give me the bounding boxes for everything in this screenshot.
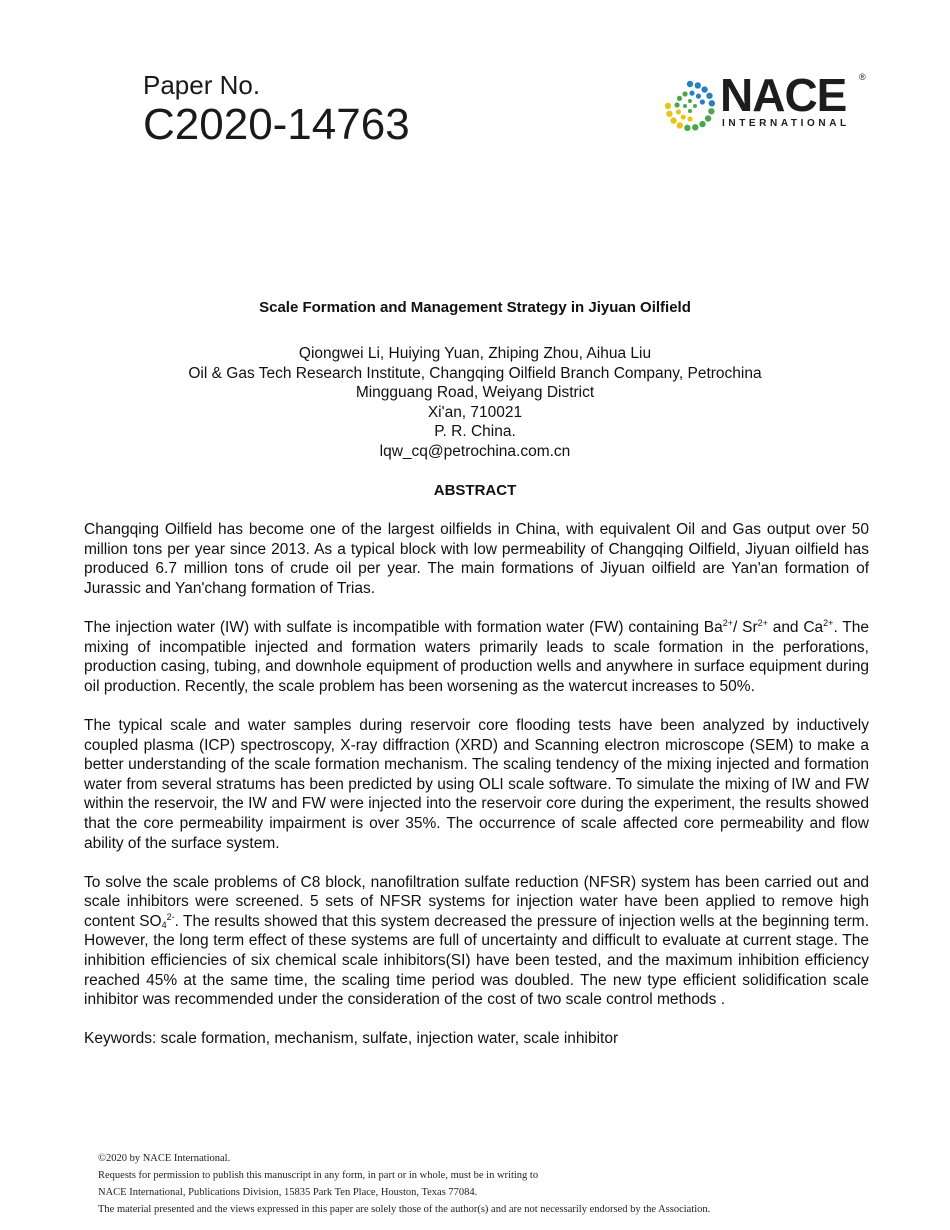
registered-mark: ® — [859, 72, 866, 82]
logo-dot — [699, 121, 705, 127]
logo-dot — [682, 91, 687, 96]
abstract-paragraph-1: Changqing Oilfield has become one of the largest oilfields in China, with equivalent Oil and Gas output over 50 million tons per year since 2013. As a typical block with low permeability of Changqing Oilfield, Jiyuan oilfield has produced 6.7 million tons of crude oil per year. The main formations of Jiyuan oilfield are Yan'an formation of Jurassic and Yan'chang formation of Trias. — [84, 521, 869, 597]
logo-dot — [684, 125, 690, 131]
logo-dot — [700, 99, 705, 104]
logo-dot — [670, 117, 676, 123]
logo-dot — [695, 82, 701, 88]
logo-dot — [674, 102, 679, 107]
logo-dot — [666, 111, 672, 117]
footer-line-1: Requests for permission to publish this manuscript in any form, in part or in whole, must be in writing to — [98, 1170, 539, 1181]
author-email[interactable]: lqw_cq@petrochina.com.cn — [379, 442, 571, 460]
abstract-heading: ABSTRACT — [433, 482, 517, 499]
logo-dot — [708, 108, 714, 114]
logo-dot — [701, 86, 707, 92]
author-affiliation: Oil & Gas Tech Research Institute, Changqing Oilfield Branch Company, Petrochina — [188, 364, 762, 382]
author-block — [0, 344, 950, 462]
footer-line-2: NACE International, Publications Division, 15835 Park Ten Place, Houston, Texas 77084. — [98, 1187, 478, 1198]
copyright-line: ©2020 by NACE International. — [98, 1153, 231, 1164]
paper-number: C2020-14763 — [143, 100, 410, 149]
author-address-street: Mingguang Road, Weiyang District — [355, 384, 595, 402]
logo-dot — [687, 116, 692, 121]
logo-dot — [689, 91, 694, 96]
logo-dot — [705, 115, 711, 121]
author-country: P. R. China. — [434, 423, 516, 441]
logo-dot — [692, 124, 698, 130]
nace-logo-mark-icon — [662, 78, 718, 134]
abstract-body — [84, 520, 869, 1069]
logo-dot — [677, 122, 683, 128]
logo-dot — [688, 99, 692, 103]
abstract-paragraph-4: To solve the scale problems of C8 block, nanofiltration sulfate reduction (NFSR) system has been carried out and scale inhibitors were screened. 5 sets of NFSR systems for injection water have been applied to remove high content $SO_4^{2-}$. The results showed that this system decreased the pressure of injection wells at the beginning term. However, the long term effect of these systems are full of uncertainty and difficult to evaluate at current stage. The inhibition efficiencies of six chemical scale inhibitors(SI) have been tested, and the maximum inhibition efficiency reached 45% at the same time, the scaling time period was doubled. The new type efficient solidification scale inhibitor was recommended under the consideration of the cost of two scale control methods . — [84, 873, 869, 1009]
logo-dot — [683, 104, 687, 108]
footer-line-3: The material presented and the views expressed in this paper are solely those of the author(s) and are not necessarily endorsed by the Association. — [98, 1204, 711, 1215]
logo-dot — [687, 81, 693, 87]
logo-dot — [693, 104, 697, 108]
keywords: Keywords: scale formation, mechanism, sulfate, injection water, scale inhibitor — [84, 1030, 619, 1048]
copyright-footer — [98, 1150, 878, 1218]
logo-wordmark: NACE — [720, 69, 847, 121]
logo-dot — [665, 103, 671, 109]
author-address-city: Xi'an, 710021 — [427, 403, 523, 421]
logo-dot — [681, 114, 686, 119]
paper-title: Scale Formation and Management Strategy in Jiyuan Oilfield — [259, 299, 691, 316]
logo-dot — [677, 96, 682, 101]
author-names: Qiongwei Li, Huiying Yuan, Zhiping Zhou, Aihua Liu — [298, 345, 652, 362]
logo-dot — [709, 100, 715, 106]
logo-dot — [706, 93, 712, 99]
logo-dot — [676, 109, 681, 114]
logo-dot — [688, 109, 692, 113]
paper-number-label: Paper No. — [143, 70, 261, 100]
logo-dot — [696, 94, 701, 99]
nace-logo — [662, 69, 872, 134]
abstract-paragraph-3: The typical scale and water samples during reservoir core flooding tests have been analyzed by inductively coupled plasma (ICP) spectroscopy, X-ray diffraction (XRD) and Scanning electron microscope (SEM) to make a better understanding of the scale formation mechanism. The scaling tendency of the mixing injected and formation water from several stratums has been predicted by using OLI scale software. To simulate the mixing of IW and FW within the reservoir, the IW and FW were injected into the reservoir core during the experiment, the results showed that the core permeability impairment is over 35%. The occurrence of scale affected core permeability and flow ability of the surface system. — [84, 716, 869, 852]
logo-subtitle: INTERNATIONAL — [722, 118, 850, 129]
abstract-paragraph-2: The injection water (IW) with sulfate is incompatible with formation water (FW) containing $Ba^{2+}/$ $Sr^{2+}$ and $Ca^{2+}$. The mixing of incompatible injected and formation waters primarily leads to scale formation in the perforations, production casing, tubing, and downhole equipment of production wells and anywhere in surface equipment during oil production. Recently, the scale problem has been worsening as the watercut increases to 50%. — [84, 617, 869, 695]
